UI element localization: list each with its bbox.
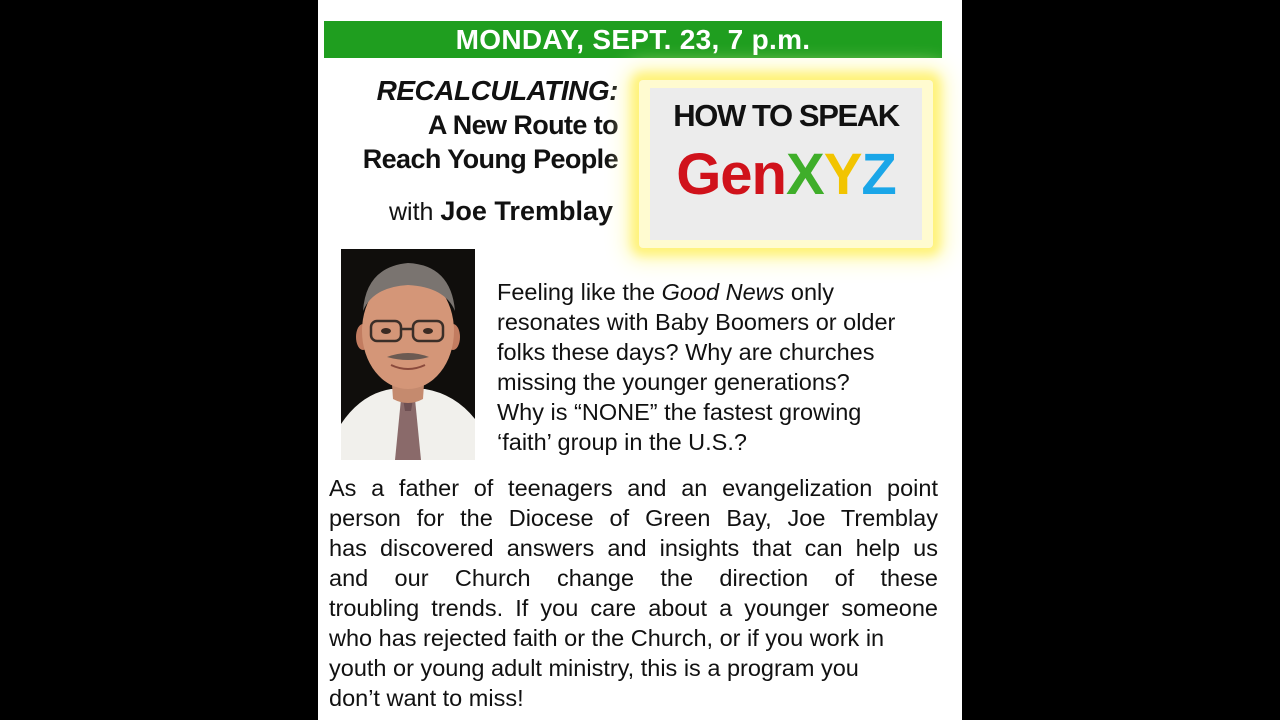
speaker-name: Joe Tremblay — [440, 196, 613, 226]
body-line: and our Church change the direction of these — [329, 565, 938, 591]
body-line: who has rejected faith or the Church, or if you work in — [329, 625, 885, 651]
logo-heading: HOW TO SPEAK — [673, 98, 899, 133]
genxyz-logo — [650, 142, 922, 208]
body-line: youth or young adult ministry, this is a program you — [329, 655, 859, 681]
body-line: As a father of teenagers and an evangelization point — [329, 475, 938, 501]
date-banner: MONDAY, SEPT. 23, 7 p.m. — [324, 21, 942, 58]
event-title — [318, 74, 618, 176]
speaker-photo — [341, 249, 475, 460]
flyer-page — [318, 0, 962, 720]
body-line: has discovered answers and insights that can help us — [329, 535, 938, 561]
intro-line: Why is “NONE” the fastest growing — [497, 399, 862, 425]
body-line: don’t want to miss! — [329, 685, 524, 711]
description-paragraph — [329, 473, 938, 713]
logo-gen: Gen — [676, 142, 786, 207]
speaker-portrait-icon — [341, 249, 475, 460]
body-line: person for the Diocese of Green Bay, Joe Tremblay — [329, 505, 938, 531]
logo-x: X — [786, 142, 824, 207]
logo-z: Z — [861, 142, 896, 207]
speaker-line — [318, 194, 613, 229]
intro-line: ‘faith’ group in the U.S.? — [497, 429, 747, 455]
title-line-1: RECALCULATING: — [376, 75, 618, 106]
body-line: troubling trends. If you care about a younger someone — [329, 595, 938, 621]
title-line-2: A New Route to — [427, 110, 618, 140]
speaker-prefix: with — [388, 198, 434, 226]
intro-line: folks these days? Why are churches — [497, 339, 875, 365]
intro-line: missing the younger generations? — [497, 369, 850, 395]
title-line-3: Reach Young People — [362, 144, 618, 174]
intro-paragraph — [497, 277, 947, 457]
intro-line: Feeling like the Good News only — [497, 279, 835, 305]
intro-line: resonates with Baby Boomers or older — [497, 309, 896, 335]
logo-y: Y — [823, 142, 862, 207]
good-news-emphasis: Good News — [661, 279, 785, 305]
